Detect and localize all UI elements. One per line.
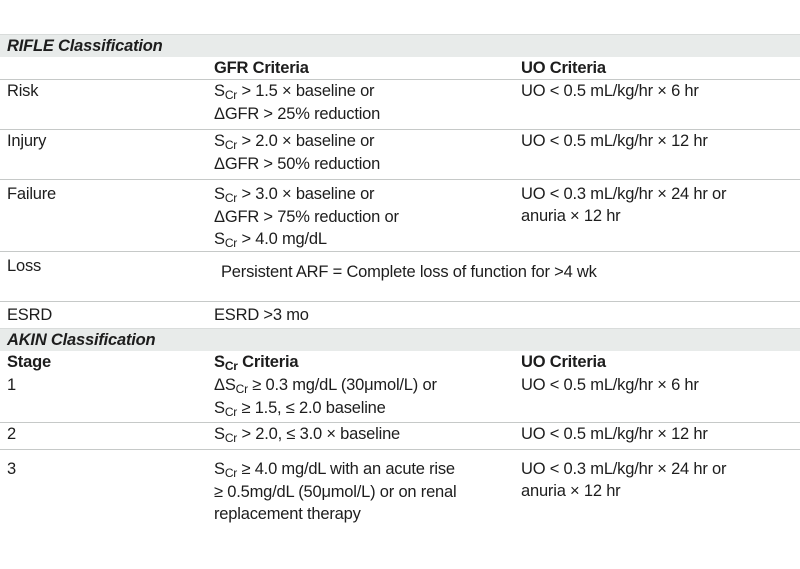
stage-2-uo-criteria: UO < 0.5 mL/kg/hr × 12 hr: [521, 423, 800, 450]
akin-column-headers: [0, 351, 800, 374]
table-row-injury: [0, 130, 800, 180]
risk-label: Risk: [0, 80, 214, 130]
loss-label: Loss: [0, 252, 214, 302]
stage-2-scr-criteria: SCr > 2.0, ≤ 3.0 × baseline: [214, 423, 521, 450]
rifle-column-headers: [0, 57, 800, 80]
stage-3-label: 3: [0, 450, 214, 539]
akin-uo-criteria-header: UO Criteria: [521, 353, 606, 371]
table-row-loss: [0, 252, 800, 302]
injury-uo-criteria: UO < 0.5 mL/kg/hr × 12 hr: [521, 130, 800, 180]
table-row-stage-3: [0, 450, 800, 539]
table-row-esrd: [0, 302, 800, 329]
stage-1-scr-criteria: ΔSCr ≥ 0.3 mg/dL (30μmol/L) or SCr ≥ 1.5, ≤ 2.0 baseline: [214, 376, 437, 419]
scr-criteria-header: SCr Criteria: [214, 353, 299, 373]
loss-criteria: Persistent ARF = Complete loss of function for >4 wk: [214, 252, 800, 302]
stage-1-label: 1: [7, 376, 16, 394]
table-row-risk: [0, 80, 800, 130]
failure-uo-criteria: UO < 0.3 mL/kg/hr × 24 hr or anuria × 12 hr: [521, 180, 800, 252]
gfr-criteria-header: GFR Criteria: [214, 59, 309, 77]
rifle-header-blank: [0, 57, 214, 80]
risk-uo-criteria: UO < 0.5 mL/kg/hr × 6 hr: [521, 80, 800, 130]
akin-title: AKIN Classification: [0, 329, 800, 352]
injury-gfr-criteria: SCr > 2.0 × baseline or ΔGFR > 50% reduction: [214, 130, 521, 180]
stage-1-uo-criteria: UO < 0.5 mL/kg/hr × 6 hr: [521, 376, 699, 394]
esrd-label: ESRD: [0, 302, 214, 329]
stage-header: Stage: [7, 353, 51, 371]
rifle-section-header: [0, 35, 800, 58]
stage-3-scr-criteria: SCr ≥ 4.0 mg/dL with an acute rise ≥ 0.5mg/dL (50μmol/L) or on renal replacement therapy: [214, 450, 521, 539]
uo-criteria-header: UO Criteria: [521, 59, 606, 77]
table-row-stage-1: [0, 374, 800, 423]
rifle-akin-table: [0, 34, 800, 538]
table-row-stage-2: [0, 423, 800, 450]
failure-label: Failure: [0, 180, 214, 252]
table-row-failure: [0, 180, 800, 252]
stage-3-uo-criteria: UO < 0.3 mL/kg/hr × 24 hr or anuria × 12 hr: [521, 450, 800, 539]
injury-label: Injury: [0, 130, 214, 180]
rifle-title: RIFLE Classification: [0, 35, 800, 58]
esrd-criteria: ESRD >3 mo: [214, 302, 800, 329]
stage-2-label: 2: [0, 423, 214, 450]
akin-section-header: [0, 329, 800, 352]
risk-gfr-criteria: SCr > 1.5 × baseline or ΔGFR > 25% reduction: [214, 80, 521, 130]
failure-gfr-criteria: SCr > 3.0 × baseline or ΔGFR > 75% reduction or SCr > 4.0 mg/dL: [214, 180, 521, 252]
